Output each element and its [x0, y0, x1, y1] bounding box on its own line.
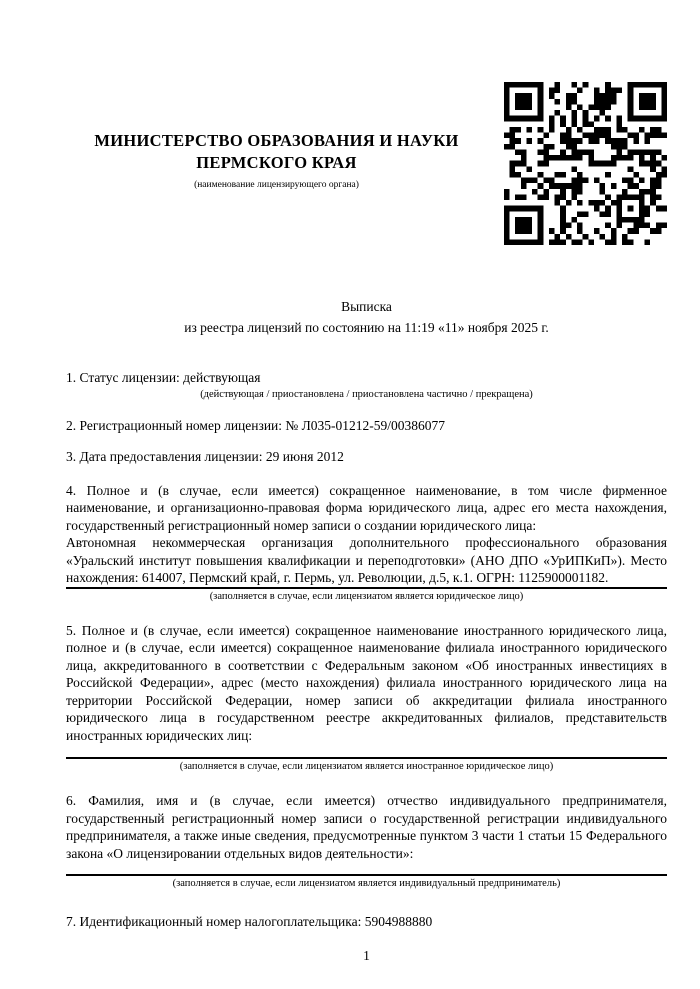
registration-number-text: 2. Регистрационный номер лицензии: № Л035-01212-59/00386077 — [66, 417, 446, 433]
legal-entity-underline — [66, 587, 667, 589]
licensing-authority-block — [66, 130, 487, 192]
document-header — [0, 0, 700, 296]
item-license-status — [66, 369, 667, 402]
license-grant-date-text: 3. Дата предоставления лицензии: 29 июня 2012 — [66, 449, 344, 464]
ministry-name-line1: МИНИСТЕРСТВО ОБРАЗОВАНИЯ И НАУКИ — [94, 131, 459, 150]
foreign-legal-entity-underline — [66, 757, 667, 759]
page-number: 1 — [363, 947, 370, 963]
license-status-text: 1. Статус лицензии: действующая — [66, 370, 261, 385]
document-title-line1: Выписка — [341, 299, 392, 314]
document-body — [66, 296, 667, 964]
taxpayer-number-text: 7. Идентификационный номер налогоплательщика: 5904988880 — [66, 914, 433, 929]
item-legal-entity — [66, 482, 667, 604]
legal-entity-value: Автономная некоммерческая организация дополнительного профессионального образования «Уральский институт повышения квалификации и переподготовки» (АНО ДПО «УрИПКиП»). Место нахождения: 614007, Пермский край, г. Пермь, ул. Революции, д.5, к.1. ОГРН: 1125900001182. — [66, 535, 667, 585]
legal-entity-caption: (заполняется в случае, если лицензиатом является юридическое лицо) — [209, 590, 524, 602]
individual-entrepreneur-caption: (заполняется в случае, если лицензиатом является индивидуальный предприниматель) — [172, 878, 561, 889]
item-taxpayer-number — [66, 913, 667, 931]
foreign-legal-entity-blank-line — [66, 744, 667, 757]
license-status-options-caption: (действующая / приостановлена / приостановлена частично / прекращена) — [200, 388, 533, 400]
individual-entrepreneur-intro: 6. Фамилия, имя и (в случае, если имеется) отчество индивидуального предпринимателя, государственный регистрационный номер записи о государственной регистрации индивидуального предпринимателя, а также иные сведения, предусмотренные пунктом 3 части 1 статьи 15 Федерального закона «О лицензировании отдельных видов деятельности»: — [66, 793, 667, 861]
item-license-grant-date — [66, 448, 667, 466]
qr-code-icon — [504, 82, 667, 245]
individual-entrepreneur-blank-line — [66, 862, 667, 874]
ministry-name-line2: ПЕРМСКОГО КРАЯ — [196, 153, 357, 172]
foreign-legal-entity-intro: 5. Полное и (в случае, если имеется) сокращенное наименование иностранного юридического лица, полное и (в случае, если имеется) сокращенное наименование филиала иностранного юридического лица, аккредитованного в соответствии с Федеральным законом «Об иностранных инвестициях в Российской Федерации», адрес (место нахождения) филиала иностранного юридического лица на территории Российской Федерации, номер записи об аккредитации филиала иностранного юридического лица в государственном реестре аккредитованных филиалов, представительств иностранных юридических лиц: — [66, 622, 667, 743]
document-title — [66, 296, 667, 338]
item-foreign-legal-entity — [66, 622, 667, 775]
legal-entity-intro: 4. Полное и (в случае, если имеется) сокращенное наименование, в том числе фирменное наименование, и организационно-правовая форма юридического лица, адрес его места нахождения, государственный регистрационный номер записи о создании юридического лица: — [66, 482, 667, 533]
item-registration-number — [66, 417, 667, 435]
document-title-line2: из реестра лицензий по состоянию на 11:19 «11» ноября 2025 г. — [184, 320, 549, 335]
ministry-caption: (наименование лицензирующего органа) — [194, 180, 359, 190]
foreign-legal-entity-caption: (заполняется в случае, если лицензиатом является иностранное юридическое лицо) — [179, 761, 554, 772]
individual-entrepreneur-underline — [66, 874, 667, 876]
item-individual-entrepreneur — [66, 792, 667, 891]
